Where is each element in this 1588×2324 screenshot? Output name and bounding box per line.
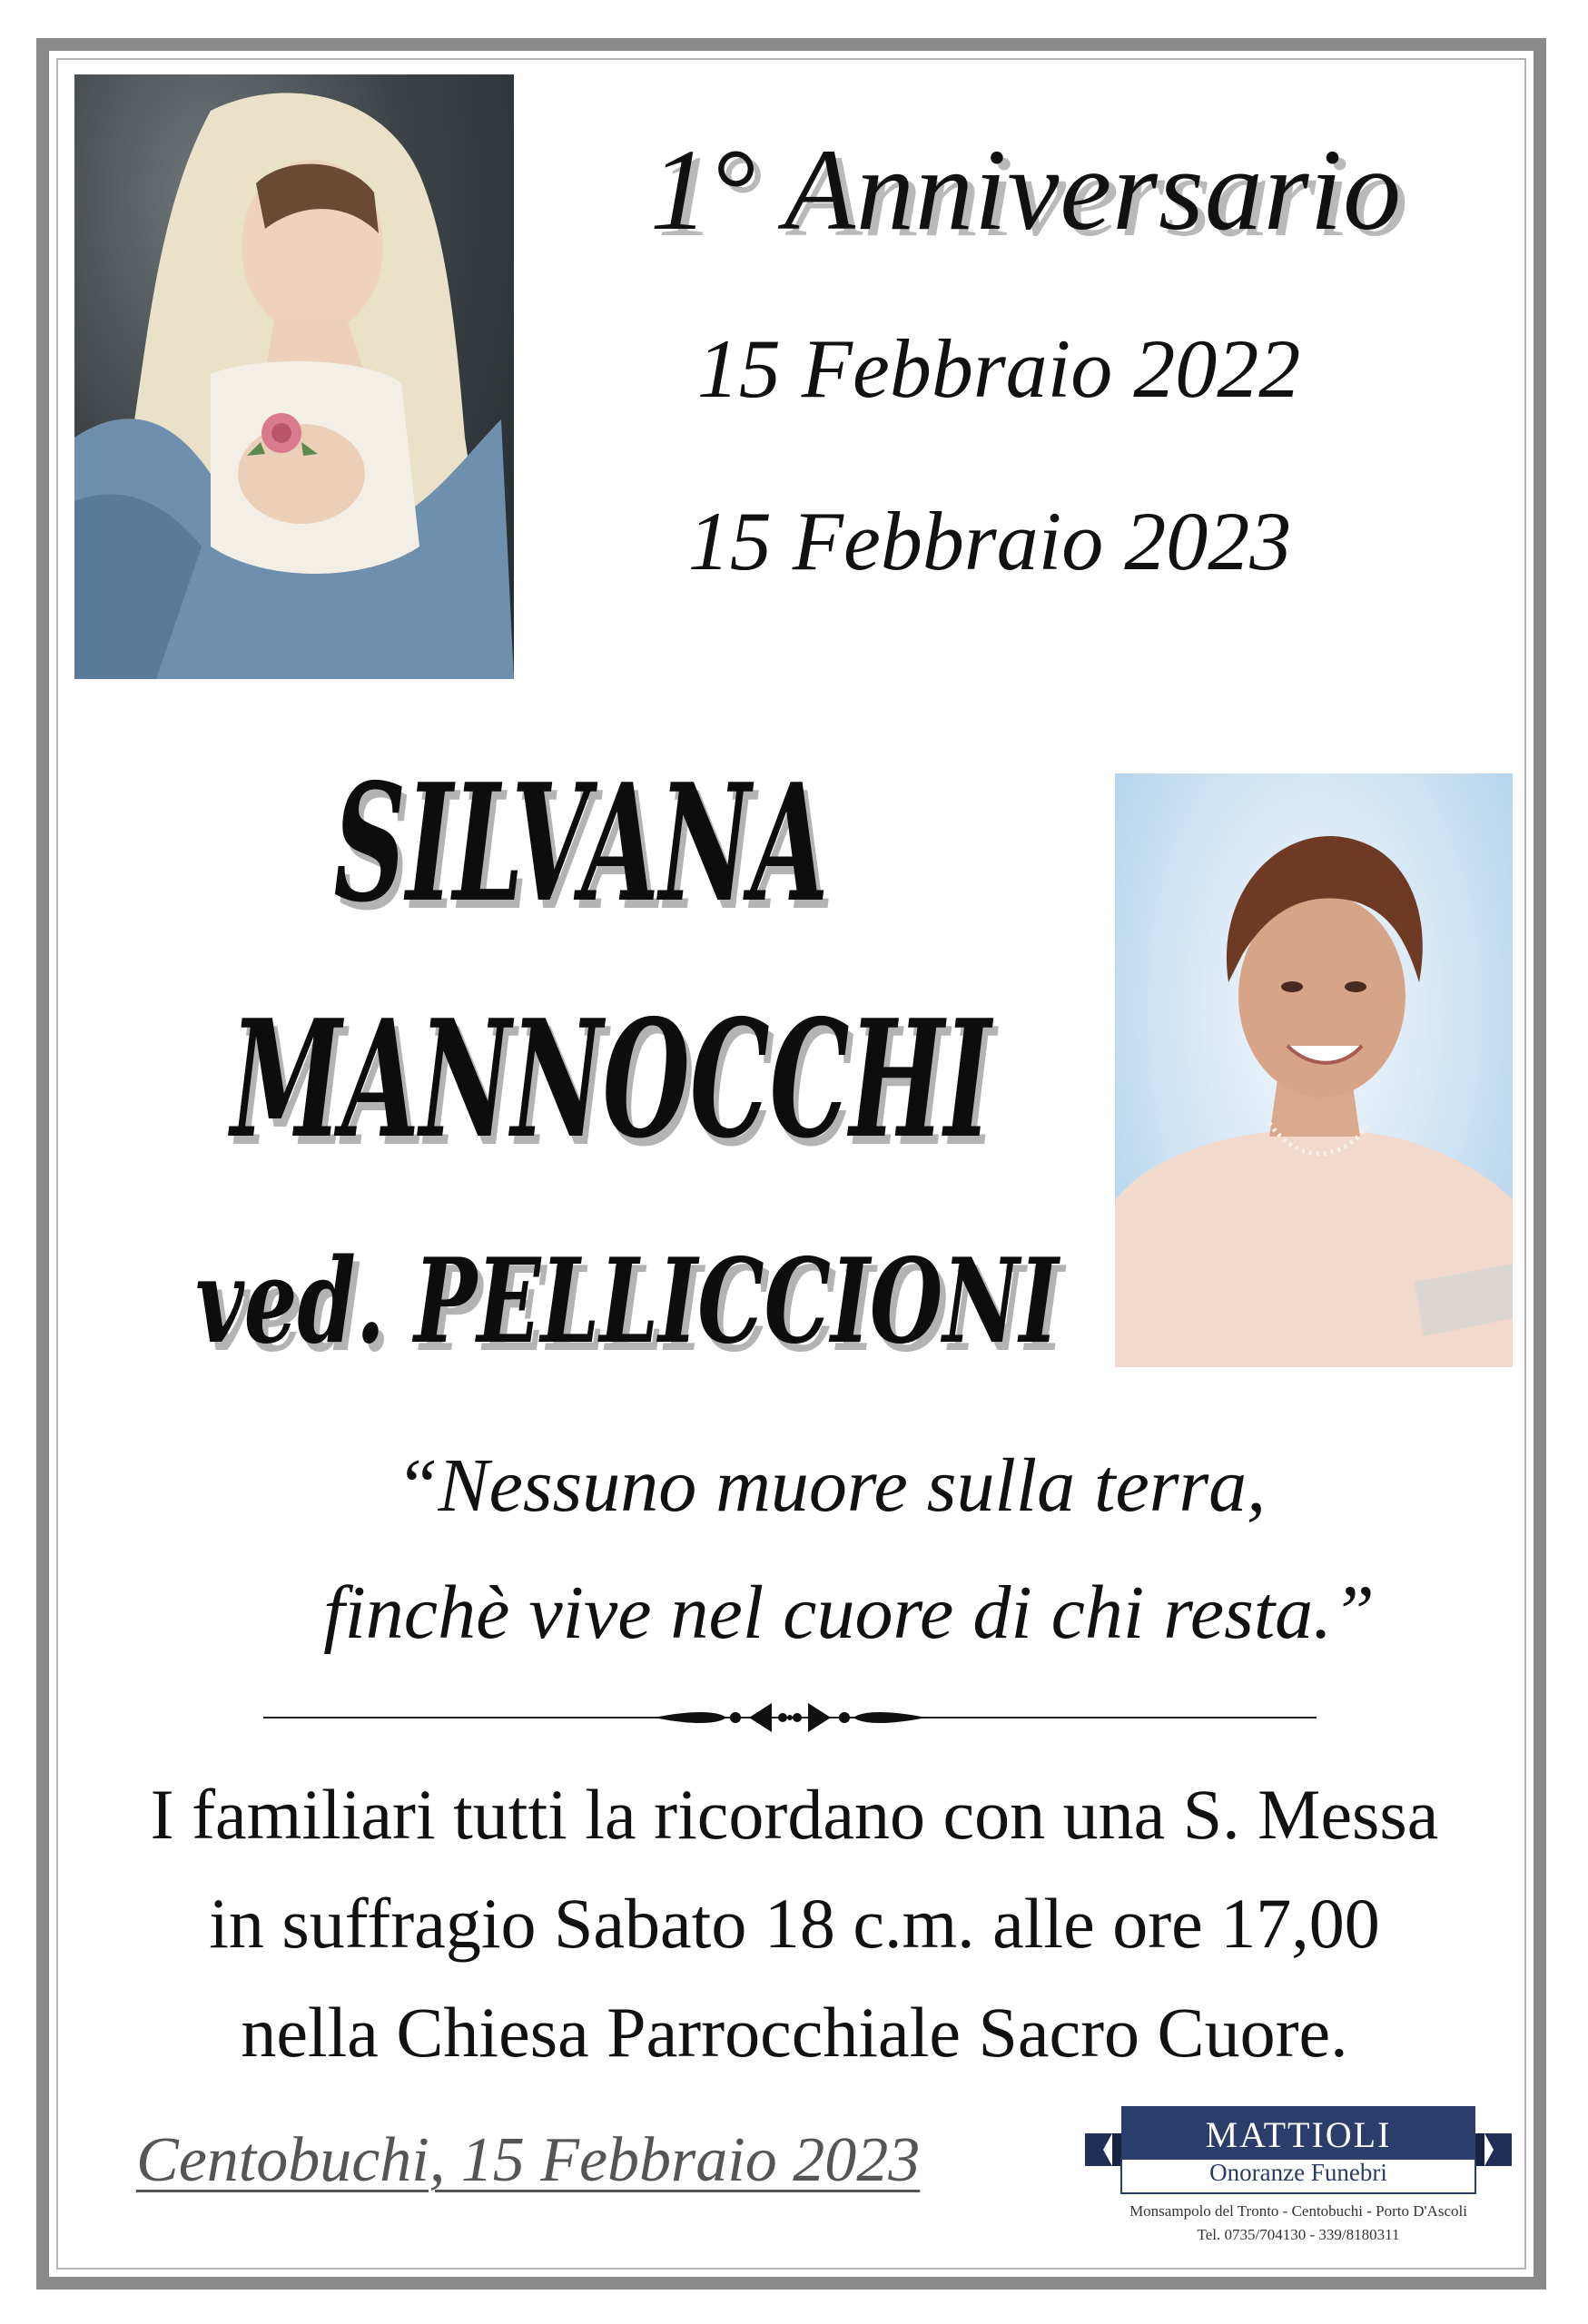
funeral-home-logo	[1085, 2097, 1512, 2260]
funeral-home-locations: Monsampolo del Tronto - Centobuchi - Porto D'Ascoli	[1129, 2202, 1467, 2220]
funeral-home-phone: Tel. 0735/704130 - 339/8180311	[1197, 2226, 1400, 2243]
date-end: 15 Febbraio 2023	[687, 495, 1292, 587]
madonna-painting	[74, 74, 514, 679]
deceased-married-name: ved. PELLICCIONI	[195, 1234, 1059, 1370]
announcement-line-3: nella Chiesa Parrocchiale Sacro Cuore.	[241, 1993, 1348, 2072]
place-and-date: Centobuchi, 15 Febbraio 2023	[136, 2125, 921, 2195]
funeral-home-name: MATTIOLI	[1205, 2114, 1392, 2155]
announcement-line-2: in suffragio Sabato 18 c.m. alle ore 17,00	[209, 1884, 1380, 1963]
announcement-line-1: I familiari tutti la ricordano con una S. Messa	[150, 1775, 1439, 1854]
quote-line-1: “Nessuno muore sulla terra,	[395, 1443, 1267, 1528]
ornament-divider	[263, 1690, 1317, 1745]
date-start: 15 Febbraio 2022	[696, 322, 1301, 415]
anniversary-title: 1° Anniversario	[649, 125, 1403, 254]
quote-line-2: finchè vive nel cuore di chi resta.”	[323, 1571, 1375, 1655]
portrait-photo	[1115, 773, 1513, 1367]
funeral-home-subtitle: Onoranze Funebri	[1209, 2159, 1387, 2186]
deceased-last-name: MANNOCCHI	[231, 984, 991, 1174]
deceased-first-name: SILVANA	[333, 748, 829, 938]
